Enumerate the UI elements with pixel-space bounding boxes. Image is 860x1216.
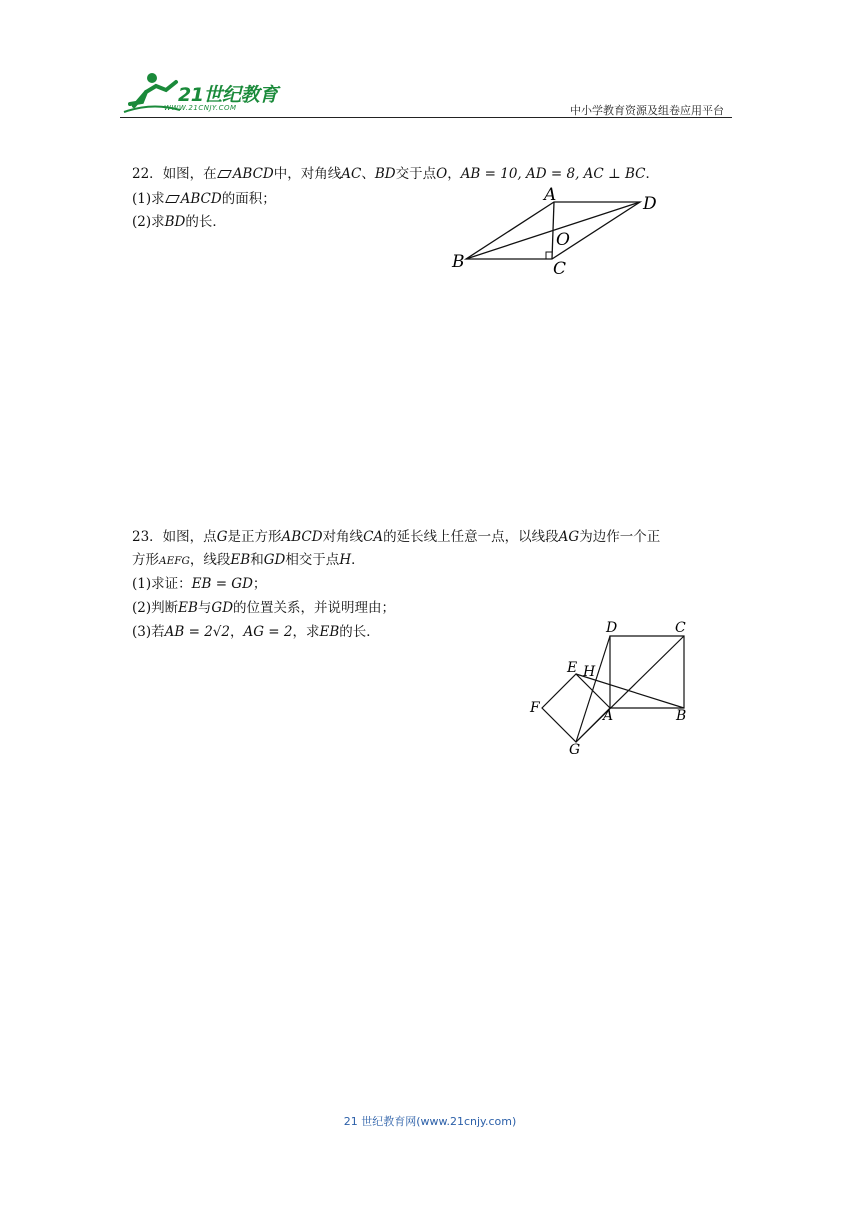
p23-math: AEFG — [159, 555, 190, 567]
label-b: B — [676, 708, 687, 724]
p23-text: ． — [351, 552, 365, 568]
p22-q1-text: (1)求 — [132, 191, 165, 207]
label-o: O — [556, 230, 570, 250]
p23-q1-math: EB = GD — [191, 576, 253, 592]
parallelogram-icon — [217, 170, 232, 178]
p23-q2-text: (2)判断 — [132, 600, 179, 616]
p23-q2-text: 与 — [197, 600, 212, 616]
page-header — [120, 66, 732, 118]
p23-text: 和 — [250, 552, 264, 568]
p23-text: 方形 — [132, 552, 159, 568]
p23-math: GD — [263, 552, 286, 568]
p23-q1-text: (1)求证： — [132, 576, 192, 592]
p22-q2-text: 的长． — [185, 214, 226, 230]
p23-q3-text: 的长． — [339, 624, 380, 640]
p23-q3-text: (3)若 — [132, 624, 165, 640]
diagonal-cag — [576, 636, 687, 742]
square-aefg — [542, 674, 610, 742]
p23-intro-line-2 — [132, 548, 365, 568]
p23-intro-line-1 — [132, 525, 660, 545]
p22-math: AC — [341, 166, 362, 182]
header-divider — [120, 117, 732, 118]
p23-q3-text: ，求 — [292, 624, 320, 640]
logo-url: WWW.21CNJY.COM — [164, 104, 237, 112]
label-e: E — [567, 660, 578, 676]
p23-math: G — [216, 529, 228, 545]
p23-math: AG — [558, 529, 580, 545]
p23-question-2 — [132, 596, 395, 616]
p23-text: 相交于点 — [285, 552, 340, 568]
logo-text: 21世纪教育 — [178, 84, 278, 106]
right-angle-mark — [546, 252, 552, 259]
diagonal-bd — [466, 202, 640, 259]
p22-q2-text: (2)求 — [132, 214, 165, 230]
p23-text: 23．如图，点 — [132, 529, 217, 545]
p23-q2-text: 的位置关系，并说明理由； — [233, 600, 396, 616]
p22-intro — [132, 162, 659, 182]
label-d: D — [643, 194, 657, 214]
p23-squares-figure — [520, 616, 700, 762]
p23-question-1 — [132, 572, 266, 592]
p22-text: 中，对角线 — [273, 166, 342, 182]
p23-text: 为边作一个正 — [579, 529, 661, 545]
p23-math: ABCD — [281, 529, 323, 545]
p22-q2-math: BD — [164, 214, 186, 230]
p22-text: ． — [645, 166, 660, 182]
p22-parallelogram-figure — [440, 184, 670, 280]
label-c: C — [553, 259, 567, 279]
label-a: A — [544, 185, 557, 205]
p22-text: ， — [447, 166, 461, 182]
p22-text: 交于点 — [395, 166, 437, 182]
p22-math: O — [436, 166, 448, 182]
p23-math: H — [339, 552, 352, 568]
p22-math: ABCD — [232, 166, 274, 182]
label-h: H — [583, 664, 596, 680]
label-g: G — [569, 742, 581, 758]
site-logo — [122, 68, 292, 116]
header-tagline: 中小学教育资源及组卷应用平台 — [570, 104, 724, 117]
p22-text: 如图，在 — [162, 166, 217, 182]
p22-question-1 — [132, 187, 276, 207]
p23-q3-text: ， — [229, 624, 244, 640]
page-footer: 21 世纪教育网(www.21cnjy.com) — [343, 1115, 517, 1128]
p23-q2-math: EB — [178, 600, 198, 616]
p23-text: 是正方形 — [227, 529, 282, 545]
p23-q1-text: ； — [252, 576, 267, 592]
label-f: F — [530, 700, 540, 716]
p23-question-3 — [132, 620, 380, 640]
p23-text: ，线段 — [189, 552, 231, 568]
p23-q3-math: AG = 2 — [243, 624, 293, 640]
p23-q3-math: AB = 2√2 — [164, 624, 230, 640]
p22-q1-math: ABCD — [180, 191, 222, 207]
p22-q1-text: 的面积； — [221, 191, 276, 207]
label-d: D — [606, 620, 618, 636]
label-a: A — [603, 708, 614, 724]
label-c: C — [675, 620, 686, 636]
p23-math: EB — [230, 552, 251, 568]
p22-text: 、 — [361, 166, 375, 182]
p22-math: BD — [374, 166, 396, 182]
p23-text: 对角线 — [322, 529, 364, 545]
p23-text: 的延长线上任意一点，以线段 — [383, 529, 559, 545]
p22-question-2 — [132, 210, 226, 230]
parallelogram-icon — [165, 195, 180, 203]
p22-condition: AB = 10, AD = 8, AC ⊥ BC — [460, 166, 646, 182]
p23-math: CA — [363, 529, 384, 545]
p23-q3-math: EB — [319, 624, 340, 640]
p22-number: 22． — [132, 166, 163, 182]
p23-q2-math: GD — [211, 600, 234, 616]
label-b: B — [452, 252, 465, 272]
